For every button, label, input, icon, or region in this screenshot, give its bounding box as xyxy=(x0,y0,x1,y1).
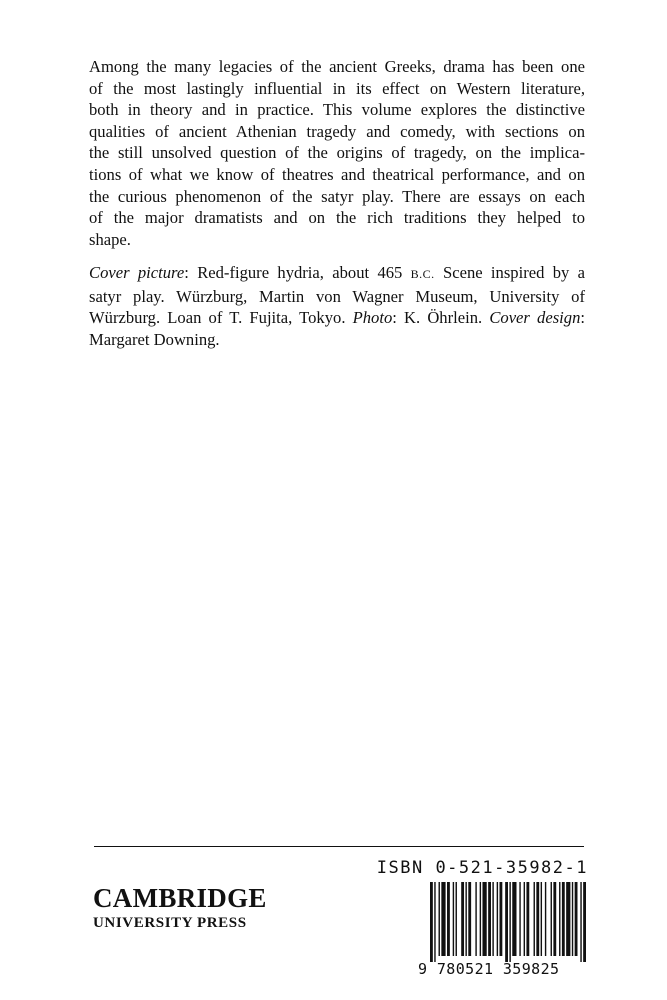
loan-text: Würzburg. Loan of T. Fujita, Tokyo. xyxy=(89,308,353,328)
barcode-bar xyxy=(536,882,539,956)
publisher-name: CAMBRIDGE xyxy=(93,883,267,913)
photo-label: Photo xyxy=(352,308,393,328)
barcode-bar xyxy=(497,882,498,956)
credit-line: Margaret Downing. xyxy=(89,329,220,349)
credit-line xyxy=(89,262,585,286)
barcode-bar xyxy=(583,882,586,962)
barcode-bar xyxy=(519,882,520,956)
barcode-bar xyxy=(512,882,516,956)
barcode-bar xyxy=(572,882,573,956)
description-line: of the most lastingly influential in its effect on Western literature, xyxy=(89,78,585,98)
credit-line: satyr play. Würzburg, Martin von Wagner Museum, University of xyxy=(89,286,585,306)
barcode-bar xyxy=(505,882,508,962)
barcode-graphic xyxy=(430,882,586,962)
cover-picture-tail: Scene inspired by a xyxy=(434,263,585,282)
description-line: the still unsolved question of the origins of tragedy, on the implica- xyxy=(89,143,585,163)
barcode-bar xyxy=(499,882,502,956)
divider-rule xyxy=(94,846,584,847)
barcode-bar xyxy=(566,882,570,956)
barcode-bar xyxy=(482,882,486,956)
publisher-subtitle: UNIVERSITY PRESS xyxy=(93,915,247,931)
cover-picture-text: : Red-figure hydria, about 465 xyxy=(184,263,411,282)
barcode-bar xyxy=(580,882,581,962)
barcode-bar xyxy=(509,882,510,962)
isbn-number: ISBN 0-521-35982-1 xyxy=(376,858,588,878)
barcode-bar xyxy=(534,882,535,956)
cover-design-colon: : xyxy=(580,308,585,328)
photo-credit: : K. Öhrlein. xyxy=(392,308,490,328)
description-line: both in theory and in practice. This volume explores the distinctive xyxy=(89,100,585,120)
credit-line xyxy=(89,307,585,329)
barcode-bar xyxy=(480,882,481,956)
cover-credit xyxy=(89,262,585,350)
barcode-digits: 9 780521 359825 xyxy=(418,960,560,978)
era-abbrev: B.C. xyxy=(410,267,435,281)
barcode-bar xyxy=(545,882,546,956)
barcode-bar xyxy=(439,882,440,956)
barcode-bar xyxy=(488,882,491,956)
barcode-bar xyxy=(562,882,565,956)
barcode-bar xyxy=(468,882,471,956)
barcode-bar xyxy=(453,882,454,956)
cover-design-label: Cover design xyxy=(489,308,581,328)
cover-picture-label: Cover picture xyxy=(89,263,185,282)
barcode-bar xyxy=(441,882,445,956)
barcode-bar xyxy=(575,882,578,956)
barcode-bar xyxy=(456,882,457,956)
barcode-bar xyxy=(475,882,476,956)
description-line: qualities of ancient Athenian tragedy and comedy, with sections on xyxy=(89,121,585,141)
barcode-bar xyxy=(541,882,542,956)
barcode-bar xyxy=(430,882,433,962)
description-line: of the major dramatists and on the rich traditions they helped to xyxy=(89,208,585,228)
barcode-bar xyxy=(524,882,525,956)
book-description xyxy=(89,56,585,250)
description-line: Among the many legacies of the ancient Greeks, drama has been one xyxy=(89,57,585,76)
barcode-bar xyxy=(526,882,529,956)
publisher-logo xyxy=(93,884,267,932)
barcode-bar xyxy=(559,882,560,956)
description-line: the curious phenomenon of the satyr play. There are essays on each xyxy=(89,186,585,206)
description-line: shape. xyxy=(89,229,131,249)
barcode-bar xyxy=(447,882,450,956)
barcode-bar xyxy=(465,882,466,956)
description-line: tions of what we know of theatres and theatrical performance, and on xyxy=(89,164,585,184)
barcode-bar xyxy=(553,882,556,956)
barcode-bar xyxy=(551,882,552,956)
barcode-bar xyxy=(492,882,493,956)
barcode-bar xyxy=(434,882,435,962)
barcode-bar xyxy=(461,882,464,956)
